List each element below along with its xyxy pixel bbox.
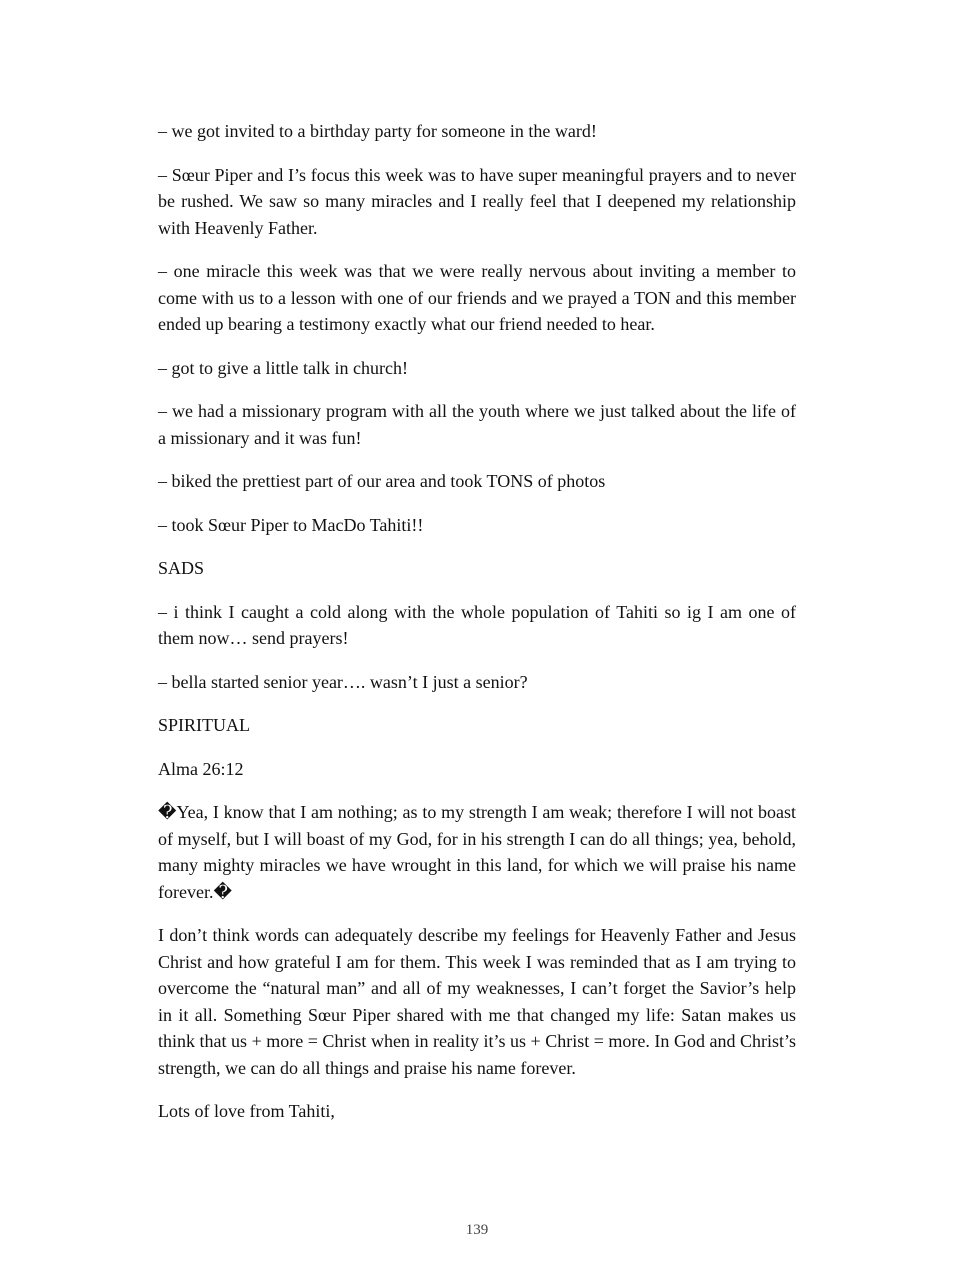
paragraph-macdo: – took Sœur Piper to MacDo Tahiti!!	[158, 514, 424, 535]
heading-spiritual: SPIRITUAL	[158, 715, 251, 735]
paragraph-miracle: – one miracle this week was that we were really nervous about inviting a member to come with us to a lesson with one of our friends and we prayed a TON and this member ended up bearing a testimony exactly what our friend needed to hear.	[158, 261, 796, 334]
paragraph-talk-in-church: – got to give a little talk in church!	[158, 357, 408, 378]
heading-sads: SADS	[158, 558, 205, 578]
paragraph-reflection: I don’t think words can adequately describe my feelings for Heavenly Father and Jesus Christ and how grateful I am for them. This week I was reminded that as I am trying to overcome the “natural man” and all of my weaknesses, I can’t forget the Savior’s help in it all. Something Sœur Piper shared with me that changed my life: Satan makes us think that us + more = Christ when in reality it’s us + Christ = more. In God and Christ’s strength, we can do all things and praise his name forever.	[158, 925, 796, 1078]
paragraph-senior-year: – bella started senior year…. wasn’t I just a senior?	[158, 671, 528, 692]
scripture-reference: Alma 26:12	[158, 758, 244, 779]
scripture-quote: �Yea, I know that I am nothing; as to my strength I am weak; therefore I will not boast of myself, but I will boast of my God, for in his strength I can do all things; yea, behold, many mighty miracles we have wrought in this land, for which we will praise his name forever.�	[158, 802, 796, 902]
page-number: 139	[465, 1222, 489, 1238]
paragraph-birthday-party: – we got invited to a birthday party for someone in the ward!	[158, 121, 597, 141]
closing-line: Lots of love from Tahiti,	[158, 1101, 335, 1121]
paragraph-biked: – biked the prettiest part of our area and took TONS of photos	[158, 471, 606, 491]
paragraph-cold: – i think I caught a cold along with the whole population of Tahiti so ig I am one of them now… send prayers!	[158, 601, 796, 648]
paragraph-meaningful-prayers: – Sœur Piper and I’s focus this week was to have super meaningful prayers and to never be rushed. We saw so many miracles and I really feel that I deepened my relationship with Heavenly Father.	[158, 164, 796, 238]
body-text	[158, 118, 796, 1142]
paragraph-missionary-program: – we had a missionary program with all the youth where we just talked about the life of a missionary and it was fun!	[158, 401, 796, 448]
